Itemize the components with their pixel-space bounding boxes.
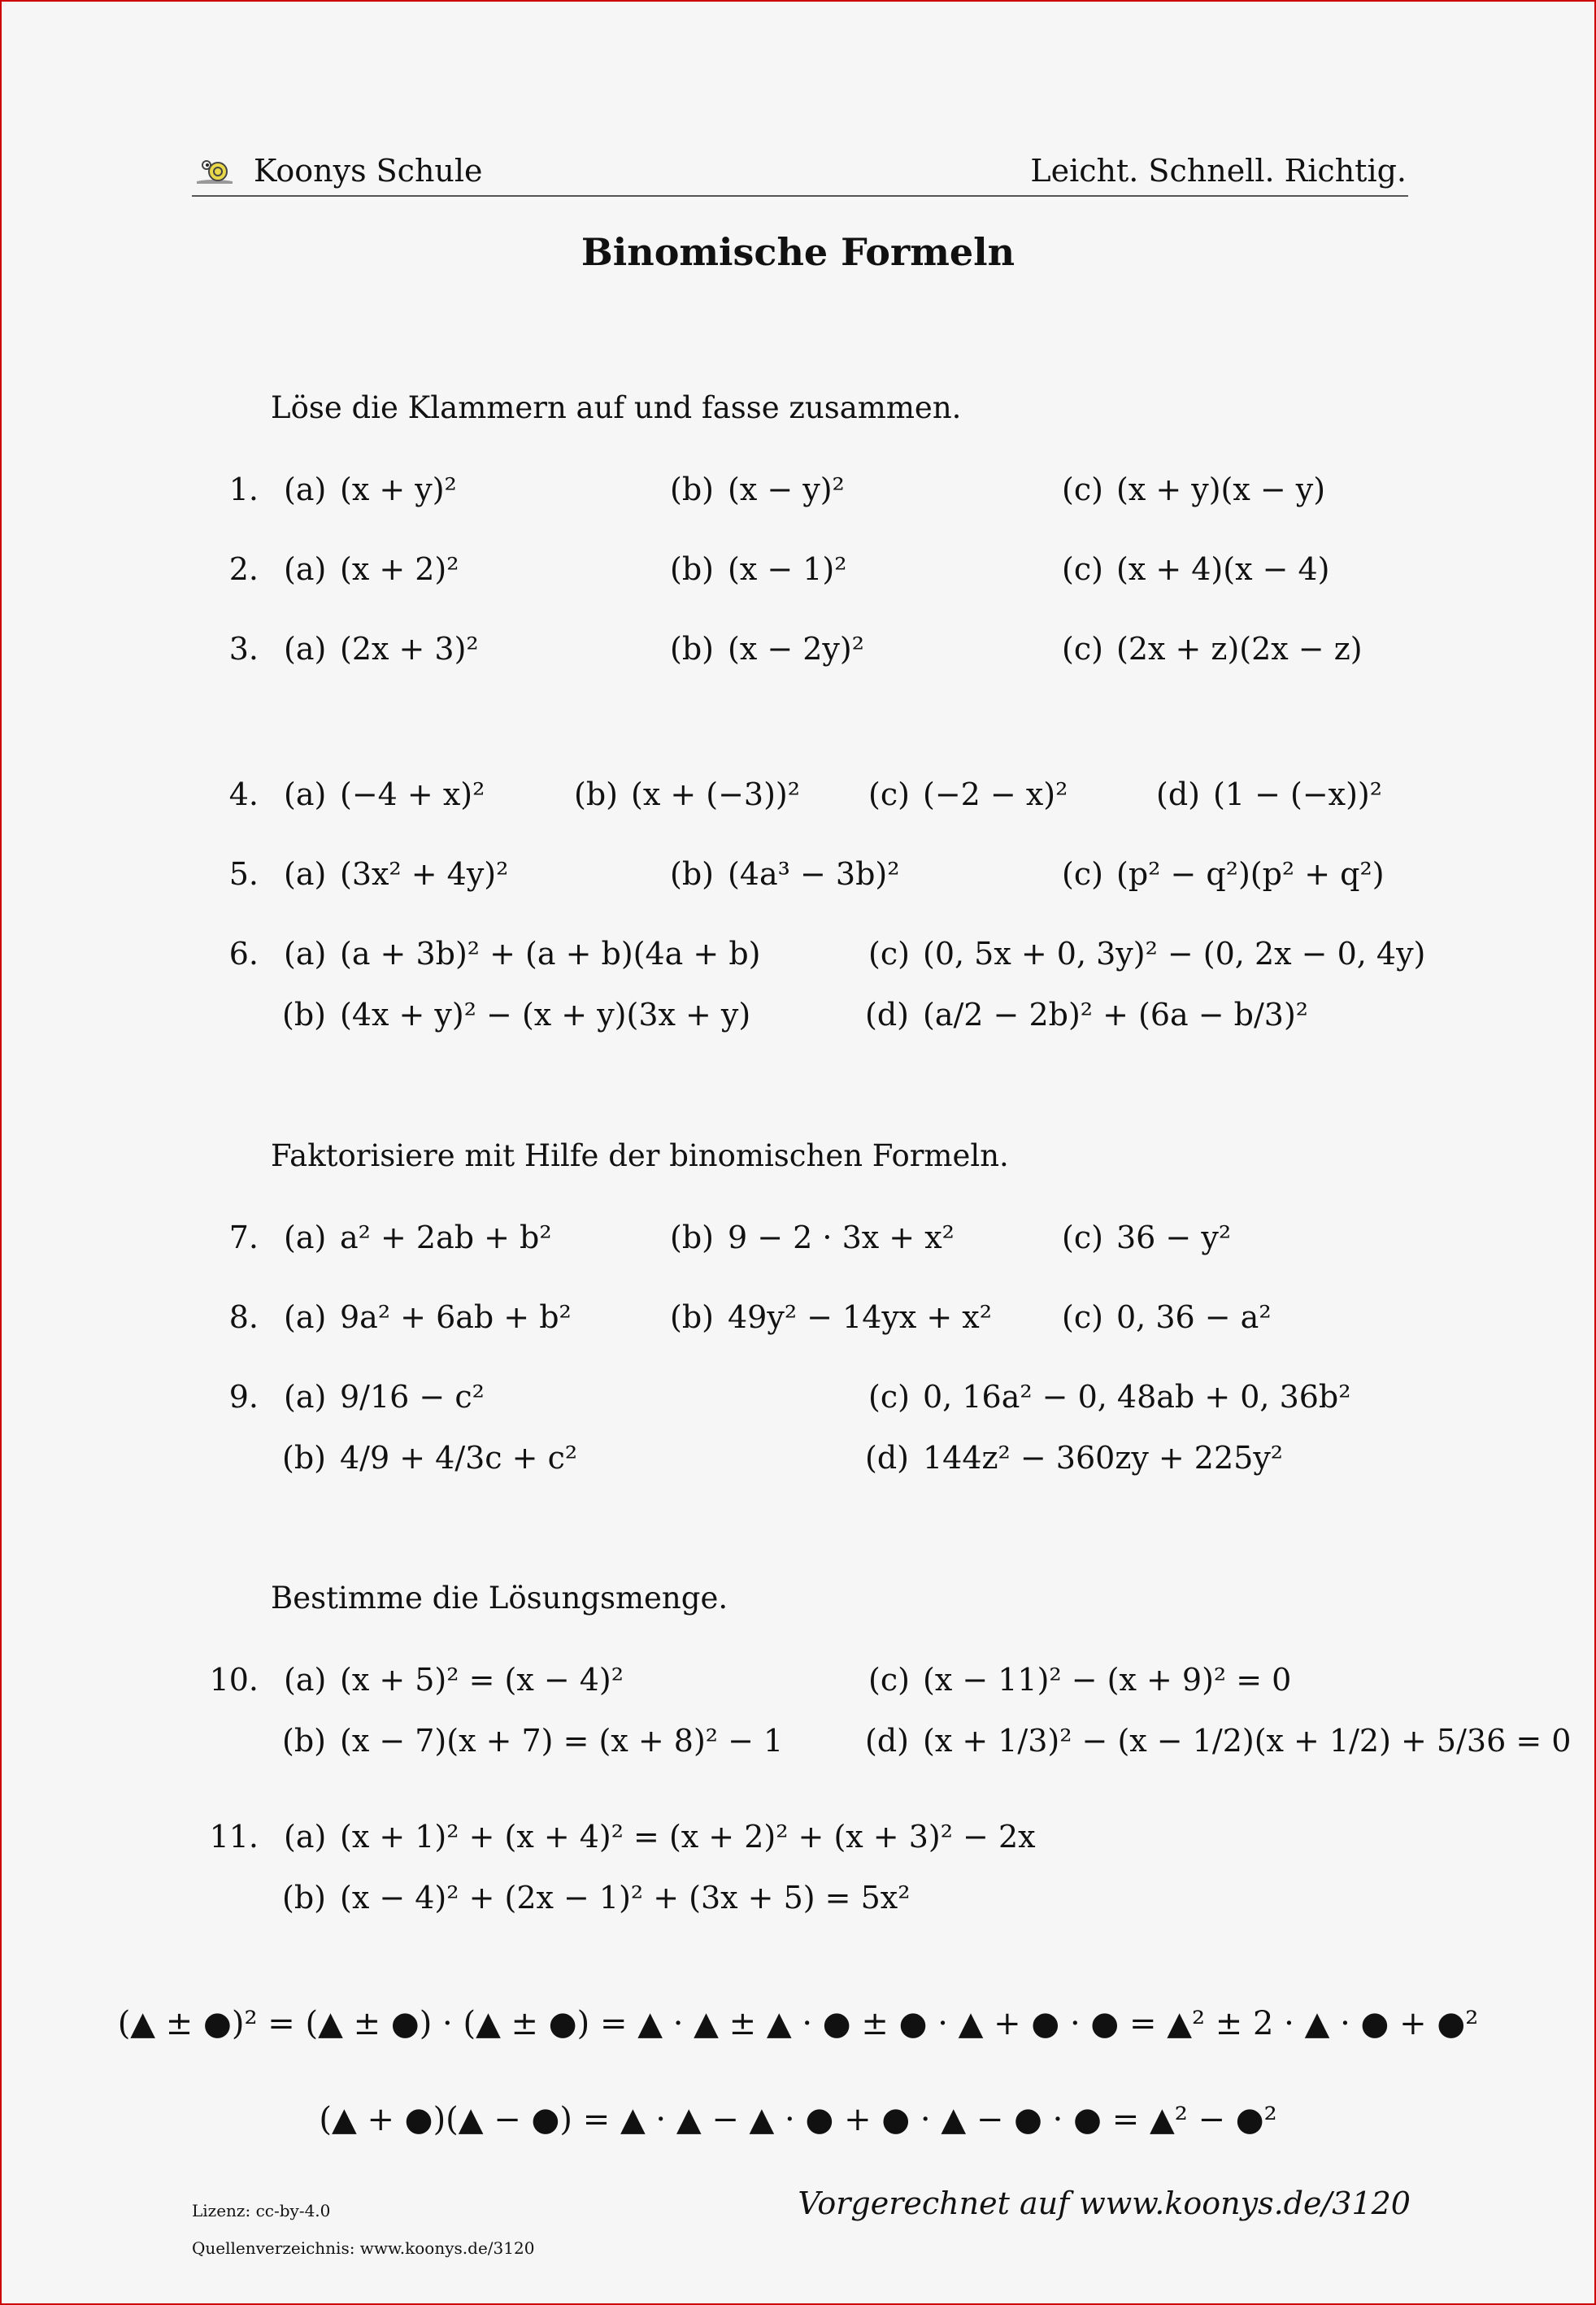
expression-5a: (3x² + 4y)² <box>340 856 509 892</box>
expression-6c: (0, 5x + 0, 3y)² − (0, 2x − 0, 4y) <box>923 936 1426 972</box>
expression-6d: (a/2 − 2b)² + (6a − b/3)² <box>923 997 1309 1033</box>
label-c: (c) <box>868 1379 910 1415</box>
license-text: Lizenz: cc-by-4.0 <box>192 2201 331 2220</box>
expression-3a: (2x + 3)² <box>340 631 479 667</box>
instruction-2: Faktorisiere mit Hilfe der binomischen Formeln. <box>271 1138 1009 1173</box>
expression-9c: 0, 16a² − 0, 48ab + 0, 36b² <box>923 1379 1351 1415</box>
problem-number: 7. <box>228 1220 259 1255</box>
label-a: (a) <box>284 551 327 587</box>
expression-4d: (1 − (−x))² <box>1213 776 1382 812</box>
problem-number: 6. <box>228 936 259 972</box>
problem-number: 1. <box>228 472 259 507</box>
label-a: (a) <box>284 1220 327 1255</box>
problem-number: 11. <box>209 1819 259 1855</box>
expression-8b: 49y² − 14yx + x² <box>728 1299 992 1335</box>
expression-10b: (x − 7)(x + 7) = (x + 8)² − 1 <box>340 1723 784 1759</box>
label-c: (c) <box>1062 551 1103 587</box>
label-a: (a) <box>284 1299 327 1335</box>
expression-3c: (2x + z)(2x − z) <box>1116 631 1363 667</box>
problem-number: 10. <box>209 1662 259 1698</box>
expression-9a: 9/16 − c² <box>340 1379 485 1415</box>
label-a: (a) <box>284 776 327 812</box>
label-b: (b) <box>670 856 714 892</box>
label-b: (b) <box>670 472 714 507</box>
logo-icon <box>195 157 237 188</box>
expression-7a: a² + 2ab + b² <box>340 1220 552 1255</box>
label-b: (b) <box>670 1220 714 1255</box>
slogan: Leicht. Schnell. Richtig. <box>1030 153 1407 189</box>
label-a: (a) <box>284 856 327 892</box>
instruction-3: Bestimme die Lösungsmenge. <box>271 1581 728 1616</box>
solution-link[interactable]: Vorgerechnet auf www.koonys.de/3120 <box>798 2185 1411 2221</box>
expression-9b: 4/9 + 4/3c + c² <box>340 1440 578 1476</box>
problem-number: 4. <box>228 776 259 812</box>
expression-8a: 9a² + 6ab + b² <box>340 1299 572 1335</box>
expression-2a: (x + 2)² <box>340 551 459 587</box>
label-c: (c) <box>1062 1220 1103 1255</box>
problem-number: 5. <box>228 856 259 892</box>
formula-binomial-3: (▲ + ●)(▲ − ●) = ▲ · ▲ − ▲ · ● + ● · ▲ − ● · ● = ▲² − ●² <box>319 2101 1277 2138</box>
expression-4b: (x + (−3))² <box>631 776 800 812</box>
expression-4a: (−4 + x)² <box>340 776 485 812</box>
expression-3b: (x − 2y)² <box>728 631 864 667</box>
label-b: (b) <box>282 1723 326 1759</box>
problem-number: 3. <box>228 631 259 667</box>
label-d: (d) <box>865 1723 909 1759</box>
sources-text: Quellenverzeichnis: www.koonys.de/3120 <box>192 2238 535 2258</box>
label-c: (c) <box>1062 856 1103 892</box>
snail-logo-icon <box>195 157 237 185</box>
expression-4c: (−2 − x)² <box>923 776 1068 812</box>
label-b: (b) <box>282 997 326 1033</box>
label-c: (c) <box>868 936 910 972</box>
problem-number: 8. <box>228 1299 259 1335</box>
label-a: (a) <box>284 936 327 972</box>
expression-2c: (x + 4)(x − 4) <box>1116 551 1330 587</box>
label-c: (c) <box>868 776 910 812</box>
problem-number: 9. <box>228 1379 259 1415</box>
label-a: (a) <box>284 1379 327 1415</box>
expression-7c: 36 − y² <box>1116 1220 1232 1255</box>
label-b: (b) <box>670 551 714 587</box>
label-c: (c) <box>1062 472 1103 507</box>
label-c: (c) <box>1062 1299 1103 1335</box>
expression-8c: 0, 36 − a² <box>1116 1299 1272 1335</box>
expression-1a: (x + y)² <box>340 472 457 507</box>
expression-1b: (x − y)² <box>728 472 845 507</box>
label-a: (a) <box>284 631 327 667</box>
problem-number: 2. <box>228 551 259 587</box>
expression-11a: (x + 1)² + (x + 4)² = (x + 2)² + (x + 3)² − 2x <box>340 1819 1036 1855</box>
label-d: (d) <box>1156 776 1200 812</box>
label-b: (b) <box>670 631 714 667</box>
expression-7b: 9 − 2 · 3x + x² <box>728 1220 955 1255</box>
expression-5b: (4a³ − 3b)² <box>728 856 900 892</box>
expression-10c: (x − 11)² − (x + 9)² = 0 <box>923 1662 1292 1698</box>
school-name: Koonys Schule <box>254 153 483 189</box>
label-c: (c) <box>1062 631 1103 667</box>
expression-11b: (x − 4)² + (2x − 1)² + (3x + 5) = 5x² <box>340 1880 911 1916</box>
formula-binomial-1-2: (▲ ± ●)² = (▲ ± ●) · (▲ ± ●) = ▲ · ▲ ± ▲ · ● ± ● · ▲ + ● · ● = ▲² ± 2 · ▲ · ● + ●² <box>117 2005 1479 2042</box>
page-title: Binomische Formeln <box>581 230 1015 274</box>
expression-10a: (x + 5)² = (x − 4)² <box>340 1662 624 1698</box>
label-c: (c) <box>868 1662 910 1698</box>
expression-6a: (a + 3b)² + (a + b)(4a + b) <box>340 936 761 972</box>
expression-5c: (p² − q²)(p² + q²) <box>1116 856 1385 892</box>
label-b: (b) <box>282 1880 326 1916</box>
label-a: (a) <box>284 1819 327 1855</box>
label-b: (b) <box>670 1299 714 1335</box>
expression-1c: (x + y)(x − y) <box>1116 472 1326 507</box>
expression-2b: (x − 1)² <box>728 551 847 587</box>
label-a: (a) <box>284 472 327 507</box>
label-a: (a) <box>284 1662 327 1698</box>
expression-9d: 144z² − 360zy + 225y² <box>923 1440 1284 1476</box>
label-d: (d) <box>865 1440 909 1476</box>
header-rule <box>192 195 1408 197</box>
label-b: (b) <box>574 776 618 812</box>
expression-10d: (x + 1/3)² − (x − 1/2)(x + 1/2) + 5/36 = 0 <box>923 1723 1572 1759</box>
label-b: (b) <box>282 1440 326 1476</box>
instruction-1: Löse die Klammern auf und fasse zusammen. <box>271 390 962 425</box>
expression-6b: (4x + y)² − (x + y)(3x + y) <box>340 997 751 1033</box>
label-d: (d) <box>865 997 909 1033</box>
